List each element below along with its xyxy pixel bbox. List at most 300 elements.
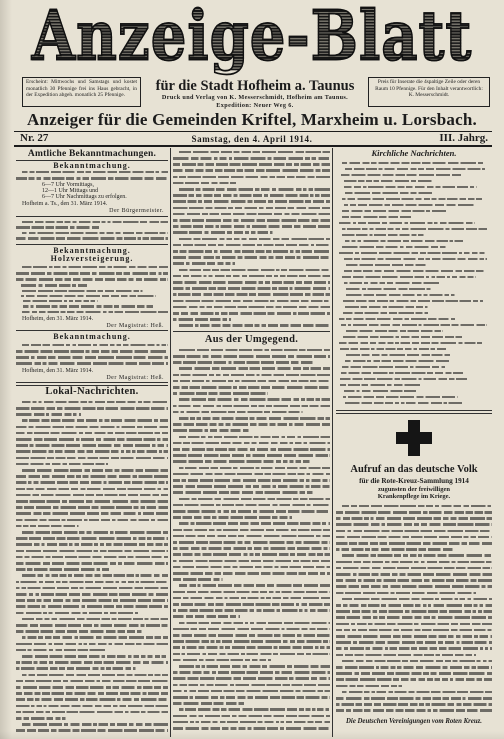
text-line bbox=[342, 366, 446, 369]
text-line bbox=[173, 169, 330, 172]
text-line bbox=[16, 500, 168, 503]
section-double-rule bbox=[336, 410, 492, 414]
text-line bbox=[22, 574, 168, 577]
text-line bbox=[179, 584, 330, 587]
text-line bbox=[339, 222, 475, 225]
text-line bbox=[173, 275, 330, 278]
appeal-signature: Die Deutschen Vereinigungen vom Roten Kreuz. bbox=[346, 718, 482, 725]
text-line bbox=[22, 221, 168, 223]
text-line bbox=[173, 312, 330, 315]
text-line bbox=[173, 262, 235, 265]
subscription-box bbox=[22, 77, 141, 107]
text-line bbox=[173, 163, 330, 166]
text-line bbox=[16, 680, 168, 683]
masthead-title bbox=[0, 2, 504, 80]
text-line bbox=[341, 174, 461, 177]
service-schedule-text bbox=[336, 160, 492, 407]
text-line bbox=[179, 665, 330, 668]
text-line bbox=[173, 460, 311, 463]
text-line bbox=[173, 182, 236, 185]
text-line bbox=[336, 610, 492, 613]
text-line bbox=[16, 593, 168, 596]
text-line bbox=[16, 272, 168, 275]
text-line bbox=[16, 692, 168, 695]
text-line bbox=[336, 641, 492, 644]
text-line bbox=[346, 264, 426, 267]
text-line bbox=[16, 599, 168, 602]
text-line bbox=[16, 450, 168, 453]
text-line bbox=[173, 640, 330, 643]
column-right bbox=[336, 148, 492, 737]
text-line bbox=[16, 237, 168, 239]
text-line bbox=[336, 536, 492, 539]
text-line bbox=[16, 537, 168, 540]
notice-text bbox=[16, 264, 168, 283]
text-line bbox=[343, 300, 483, 303]
text-line bbox=[173, 485, 330, 488]
text-line bbox=[16, 413, 81, 416]
cross-icon bbox=[396, 420, 432, 456]
text-line bbox=[339, 318, 455, 321]
text-line bbox=[173, 615, 240, 618]
text-line bbox=[344, 282, 440, 285]
text-line bbox=[16, 432, 168, 435]
text-line bbox=[16, 705, 168, 708]
text-line bbox=[22, 674, 168, 677]
notice-heading: Bekanntmachung. bbox=[53, 246, 131, 255]
text-line bbox=[16, 226, 99, 228]
text-line bbox=[173, 541, 330, 544]
text-line bbox=[173, 213, 330, 216]
council-meeting-notice-text bbox=[16, 219, 168, 242]
issue-date: Samstag, den 4. April 1914. bbox=[191, 134, 313, 144]
regional-title: Anzeiger für die Gemeinden Kriftel, Marxheim u. Lorsbach. bbox=[27, 110, 477, 129]
text-line bbox=[173, 355, 330, 358]
text-line bbox=[16, 519, 168, 522]
text-line bbox=[339, 342, 482, 345]
text-line bbox=[342, 246, 447, 249]
text-line bbox=[179, 367, 330, 370]
text-line bbox=[16, 612, 138, 615]
text-line bbox=[336, 623, 492, 626]
text-line bbox=[16, 177, 168, 180]
text-line bbox=[22, 419, 168, 422]
text-line bbox=[179, 324, 330, 327]
text-line bbox=[173, 207, 330, 210]
text-line bbox=[343, 396, 458, 399]
text-line bbox=[336, 542, 492, 545]
text-line bbox=[173, 560, 330, 563]
official-notices-heading: Amtliche Bekanntmachungen. bbox=[27, 149, 157, 159]
text-line bbox=[336, 567, 492, 570]
text-line bbox=[342, 691, 492, 694]
column-divider bbox=[170, 148, 171, 737]
notice-signature: Der Bürgermeister. bbox=[109, 208, 164, 214]
cross-horizontal-bar bbox=[396, 432, 432, 444]
text-line bbox=[346, 294, 455, 297]
text-line bbox=[336, 697, 492, 700]
text-line bbox=[179, 151, 330, 154]
text-line bbox=[336, 666, 492, 669]
appeal-heading: Aufruf an das deutsche Volk bbox=[350, 464, 478, 475]
text-line bbox=[173, 702, 244, 705]
text-line bbox=[173, 597, 330, 600]
notice-text bbox=[16, 309, 168, 316]
text-line bbox=[345, 360, 450, 363]
text-line bbox=[173, 250, 330, 253]
text-line bbox=[173, 690, 330, 693]
text-line bbox=[346, 330, 443, 333]
text-line bbox=[173, 609, 330, 612]
appeal-text bbox=[336, 503, 492, 715]
text-line bbox=[173, 157, 330, 160]
appeal-subheading: zugunsten der freiwilligen bbox=[378, 486, 450, 493]
text-line bbox=[173, 318, 231, 321]
text-line bbox=[16, 426, 168, 429]
text-line bbox=[16, 605, 168, 608]
text-line bbox=[344, 390, 416, 393]
notice-text bbox=[16, 342, 168, 367]
text-line bbox=[16, 512, 168, 515]
text-line bbox=[173, 721, 330, 724]
text-line bbox=[173, 256, 330, 259]
text-line bbox=[173, 566, 330, 569]
text-line bbox=[22, 723, 168, 726]
text-line bbox=[343, 336, 462, 339]
text-line bbox=[16, 556, 168, 559]
text-line bbox=[336, 573, 492, 576]
text-line bbox=[173, 293, 330, 296]
text-line bbox=[22, 344, 168, 347]
text-line bbox=[16, 481, 168, 484]
text-line bbox=[179, 188, 330, 191]
text-line bbox=[342, 276, 476, 279]
notice-place-date: Hofheim, den 31. März 1914. bbox=[22, 316, 94, 322]
text-line bbox=[173, 380, 330, 383]
text-line bbox=[16, 543, 168, 546]
text-line bbox=[346, 288, 431, 291]
text-line bbox=[345, 306, 428, 309]
notice-place-date: Hofheim, den 31. März 1914. bbox=[22, 368, 94, 374]
text-line bbox=[16, 494, 168, 497]
section-rule bbox=[16, 244, 168, 245]
text-line bbox=[344, 258, 487, 261]
notice-subheading: Holzversteigerung. bbox=[50, 254, 134, 263]
text-line bbox=[22, 290, 143, 292]
text-line bbox=[342, 598, 492, 601]
text-line bbox=[344, 180, 432, 183]
appeal-subheading: für die Rote-Kreuz-Sammlung 1914 bbox=[359, 477, 469, 485]
text-line bbox=[22, 469, 168, 472]
date-bar-rule bbox=[14, 145, 492, 147]
text-line bbox=[179, 398, 330, 401]
masthead-title-text: Anzeige-Blatt bbox=[31, 0, 473, 77]
text-line bbox=[336, 579, 492, 582]
text-line bbox=[22, 401, 168, 404]
text-line bbox=[340, 384, 421, 387]
text-line bbox=[16, 562, 168, 565]
text-line bbox=[173, 306, 330, 309]
local-news-heading: Lokal-Nachrichten. bbox=[45, 386, 139, 397]
text-line bbox=[16, 717, 66, 720]
text-line bbox=[173, 219, 330, 222]
text-line bbox=[173, 510, 330, 513]
local-news-text bbox=[16, 399, 168, 736]
text-line bbox=[345, 168, 485, 171]
text-line bbox=[173, 715, 330, 718]
notice-time-line: 12—1 Uhr Mittags und bbox=[42, 188, 99, 194]
text-line bbox=[16, 568, 109, 571]
text-line bbox=[16, 661, 168, 664]
text-line bbox=[173, 646, 330, 649]
text-line bbox=[173, 429, 249, 432]
text-line bbox=[173, 454, 330, 457]
text-line bbox=[22, 531, 168, 534]
text-line bbox=[16, 581, 168, 584]
text-line bbox=[344, 204, 475, 207]
advert-price-box bbox=[368, 77, 490, 107]
text-line bbox=[173, 200, 330, 203]
text-line bbox=[16, 686, 168, 689]
text-line bbox=[16, 407, 168, 410]
text-line bbox=[173, 411, 303, 414]
text-line bbox=[173, 244, 330, 247]
text-line bbox=[22, 618, 168, 621]
text-line bbox=[179, 622, 330, 625]
text-line bbox=[173, 281, 330, 284]
text-line bbox=[16, 457, 168, 460]
masthead-subtitle: für die Stadt Hofheim a. Taunus bbox=[155, 78, 355, 94]
text-line bbox=[173, 572, 330, 575]
text-line bbox=[16, 356, 168, 359]
text-line bbox=[179, 467, 330, 470]
text-line bbox=[173, 578, 223, 581]
text-line bbox=[173, 547, 330, 550]
text-line bbox=[179, 522, 330, 525]
text-line bbox=[336, 523, 492, 526]
text-line bbox=[16, 463, 108, 466]
text-line bbox=[16, 506, 168, 509]
text-line bbox=[336, 678, 492, 681]
publisher-line: Druck und Verlag von K. Messerschmidt, Hofheim am Taunus. bbox=[161, 94, 349, 101]
text-line bbox=[336, 703, 492, 706]
notice-signature: Der Magistrat: Heß. bbox=[106, 323, 164, 329]
text-line bbox=[173, 603, 330, 606]
region-news-heading: Aus der Umgegend. bbox=[204, 334, 299, 345]
text-line bbox=[336, 561, 492, 564]
text-line bbox=[336, 511, 492, 514]
text-line bbox=[173, 374, 330, 377]
text-line bbox=[336, 654, 476, 657]
text-line bbox=[16, 587, 168, 590]
text-line bbox=[16, 624, 168, 627]
text-line bbox=[336, 629, 492, 632]
text-line bbox=[173, 628, 330, 631]
text-line bbox=[173, 386, 330, 389]
text-line bbox=[22, 636, 168, 639]
text-line bbox=[345, 192, 432, 195]
region-news-text bbox=[173, 347, 330, 736]
text-line bbox=[336, 616, 492, 619]
text-line bbox=[336, 635, 492, 638]
text-line bbox=[179, 498, 330, 501]
masthead-rule bbox=[14, 131, 492, 132]
advert-note: Preis für Inserate die 4spaltige Zeile oder deren Raum 10 Pfennige. Für den Inhalt verantwortlich: K. Messerschmidt. bbox=[375, 79, 483, 99]
text-line bbox=[173, 671, 330, 674]
text-line bbox=[342, 505, 492, 508]
text-line bbox=[16, 550, 168, 553]
text-line bbox=[343, 312, 430, 315]
text-line bbox=[179, 436, 330, 439]
appeal-subheading: Krankenpflege im Kriege. bbox=[377, 493, 451, 500]
text-line bbox=[16, 438, 168, 441]
text-line bbox=[173, 361, 314, 364]
text-line bbox=[342, 554, 492, 557]
text-line bbox=[22, 311, 168, 314]
text-line bbox=[339, 252, 485, 255]
text-line bbox=[341, 372, 463, 375]
issue-number: Nr. 27 bbox=[20, 132, 49, 144]
text-line bbox=[342, 210, 446, 213]
text-line bbox=[342, 216, 411, 219]
church-news-heading: Kirchliche Nachrichten. bbox=[371, 148, 457, 158]
text-line bbox=[16, 630, 142, 633]
text-line bbox=[336, 592, 476, 595]
text-line bbox=[179, 417, 330, 420]
text-line bbox=[16, 362, 168, 365]
text-line bbox=[173, 479, 330, 482]
masthead-center bbox=[144, 78, 366, 109]
notice-time-line: 6—7 Uhr Nachmittags zu erfolgen. bbox=[42, 194, 127, 200]
text-line bbox=[16, 698, 168, 701]
text-line bbox=[342, 198, 484, 201]
text-line bbox=[336, 548, 454, 551]
text-line bbox=[336, 709, 492, 712]
text-line bbox=[16, 444, 168, 447]
text-line bbox=[179, 238, 330, 241]
text-line bbox=[179, 269, 330, 272]
expedition-line: Expedition: Neuer Weg 6. bbox=[216, 101, 294, 109]
text-line bbox=[22, 232, 168, 234]
text-line bbox=[21, 284, 87, 286]
text-line bbox=[16, 488, 168, 491]
text-line bbox=[173, 634, 330, 637]
text-line bbox=[16, 278, 168, 281]
text-line bbox=[16, 350, 168, 353]
text-line bbox=[342, 234, 424, 237]
text-line bbox=[23, 305, 153, 307]
text-line bbox=[336, 685, 402, 688]
text-line bbox=[16, 643, 168, 646]
text-line bbox=[16, 475, 168, 478]
text-line bbox=[173, 194, 330, 197]
text-line bbox=[179, 708, 330, 711]
section-double-rule bbox=[16, 382, 168, 386]
text-line bbox=[22, 655, 168, 658]
text-line bbox=[21, 295, 156, 297]
text-line bbox=[336, 647, 492, 650]
text-line bbox=[16, 729, 168, 732]
text-line bbox=[173, 677, 330, 680]
text-line bbox=[336, 604, 492, 607]
text-line bbox=[173, 535, 330, 538]
text-line bbox=[173, 659, 271, 662]
text-line bbox=[346, 354, 450, 357]
notice-place-date: Hofheim a. Ts., den 31. März 1914. bbox=[22, 201, 108, 207]
section-rule bbox=[16, 330, 168, 331]
text-line bbox=[179, 349, 330, 352]
text-line bbox=[173, 392, 268, 395]
text-line bbox=[336, 585, 492, 588]
text-line bbox=[173, 287, 330, 290]
text-line bbox=[344, 270, 485, 273]
wood-lot-list bbox=[16, 283, 168, 309]
text-line bbox=[345, 240, 463, 243]
section-rule bbox=[173, 331, 330, 332]
text-line bbox=[173, 529, 330, 532]
text-line bbox=[342, 228, 487, 231]
column-divider bbox=[332, 148, 333, 737]
text-line bbox=[23, 300, 98, 302]
text-line bbox=[22, 266, 168, 269]
text-line bbox=[341, 324, 487, 327]
text-line bbox=[344, 186, 477, 189]
text-line bbox=[173, 448, 330, 451]
text-line bbox=[345, 402, 464, 405]
text-line bbox=[342, 162, 483, 165]
notice-signature: Der Magistrat: Heß. bbox=[106, 375, 164, 381]
text-line bbox=[173, 300, 330, 303]
text-line bbox=[336, 672, 492, 675]
text-line bbox=[342, 660, 492, 663]
text-line bbox=[173, 684, 330, 687]
text-line bbox=[173, 405, 330, 408]
text-line bbox=[16, 525, 79, 528]
text-line bbox=[173, 727, 330, 730]
notice-heading: Bekanntmachung. bbox=[53, 161, 131, 170]
text-line bbox=[173, 225, 330, 228]
text-line bbox=[173, 423, 330, 426]
notice-text bbox=[16, 169, 168, 182]
issue-volume: III. Jahrg. bbox=[439, 132, 488, 144]
text-line bbox=[173, 176, 330, 179]
notice-time-line: 6—7 Uhr Vormittags, bbox=[42, 182, 94, 188]
column-middle bbox=[173, 148, 330, 737]
local-news-continued-text bbox=[173, 149, 330, 330]
text-line bbox=[173, 696, 330, 699]
text-line bbox=[16, 667, 136, 670]
text-line bbox=[173, 553, 330, 556]
text-line bbox=[340, 348, 446, 351]
text-line bbox=[16, 649, 105, 652]
text-line bbox=[173, 591, 330, 594]
notice-heading: Bekanntmachung. bbox=[53, 332, 131, 341]
column-left bbox=[16, 148, 168, 737]
text-line bbox=[16, 711, 168, 714]
text-line bbox=[173, 516, 292, 519]
section-rule bbox=[16, 216, 168, 217]
text-line bbox=[336, 530, 492, 533]
text-line bbox=[173, 491, 313, 494]
text-line bbox=[336, 517, 492, 520]
text-line bbox=[22, 171, 168, 174]
text-line bbox=[173, 442, 330, 445]
subscription-note: Erscheint: Mittwochs und Samstags und kostet monatlich 30 Pfennige frei ins Haus gebracht, in der Expedition abgeh. monatlich 25 Pfennige. bbox=[26, 79, 137, 99]
text-line bbox=[173, 504, 330, 507]
text-line bbox=[340, 378, 467, 381]
text-line bbox=[173, 653, 330, 656]
text-line bbox=[173, 473, 330, 476]
